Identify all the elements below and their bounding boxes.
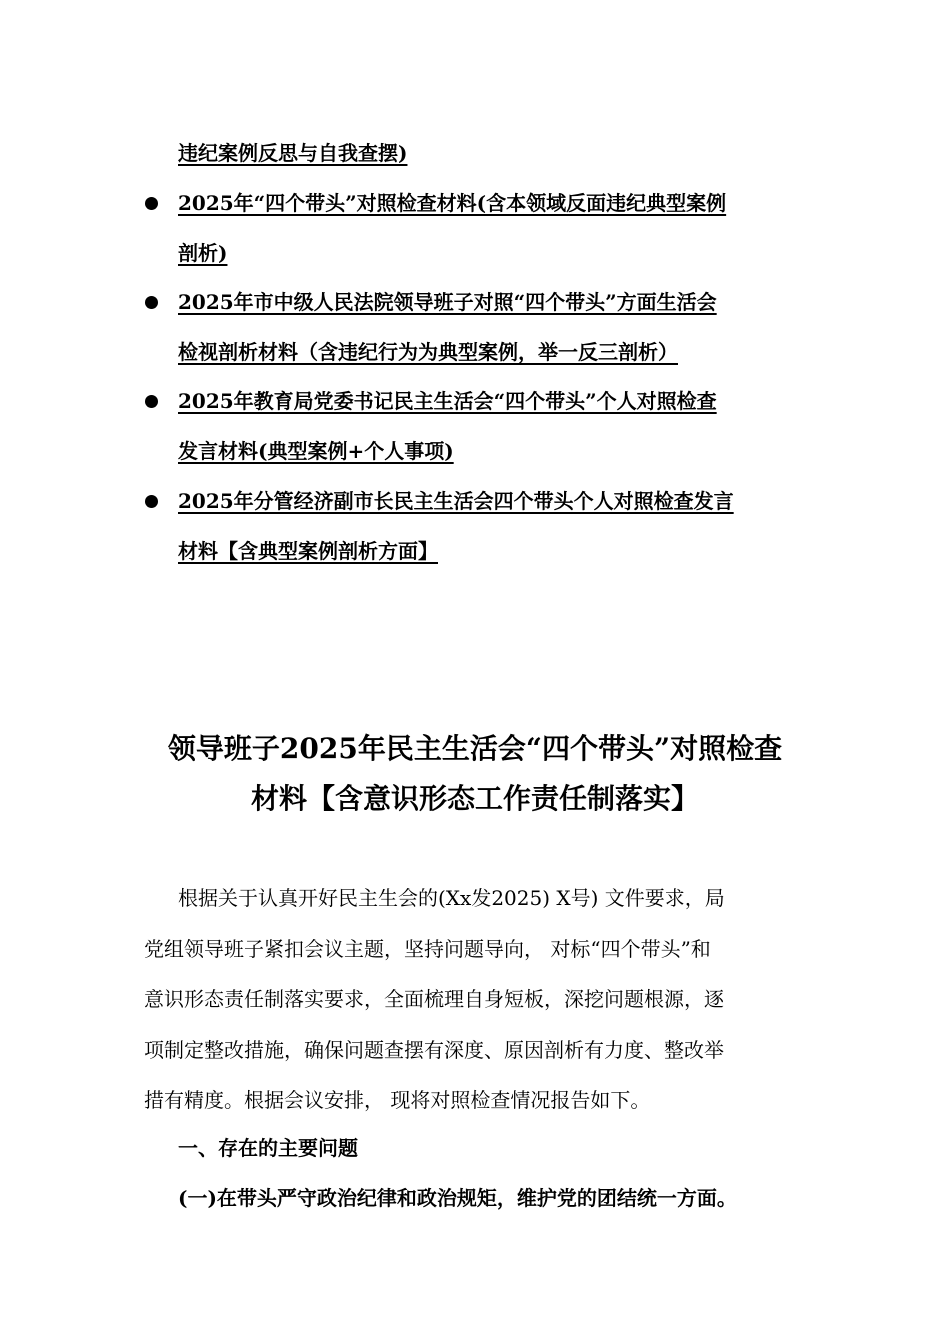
list-item[interactable] <box>178 277 818 377</box>
bullet-icon <box>145 395 158 408</box>
list-item-line[interactable]: 2025年教育局党委书记民主生活会“四个带头”个人对照检查 <box>178 389 717 413</box>
list-item-line[interactable]: 材料【含典型案例剖析方面】 <box>178 539 438 563</box>
list-item[interactable] <box>178 178 818 278</box>
paragraph-line: 根据关于认真开好民主生会的(Xx发2025) X号) 文件要求，局 <box>178 886 725 910</box>
bullet-icon <box>145 296 158 309</box>
title-line: 材料【含意识形态工作责任制落实】 <box>250 782 699 815</box>
list-item[interactable] <box>178 376 818 476</box>
title-line: 领导班子2025年民主生活会“四个带头”对照检查 <box>167 732 783 765</box>
list-item-line[interactable]: 检视剖析材料（含违纪行为为典型案例，举一反三剖析） <box>178 340 678 364</box>
paragraph-line: 项制定整改措施，确保问题查摆有深度、原因剖析有力度、整改举 <box>144 1037 724 1062</box>
bullet-icon <box>145 495 158 508</box>
list-item-line[interactable]: 2025年“四个带头”对照检查材料(含本领域反面违纪典型案例 <box>178 191 727 215</box>
paragraph-line: 党组领导班子紧扣会议主题，坚持问题导向， 对标“四个带头”和 <box>144 936 711 961</box>
list-item-line[interactable]: 剖析) <box>178 241 228 265</box>
intro-paragraph <box>144 873 809 1126</box>
bullet-icon <box>145 197 158 210</box>
paragraph-line: 措有精度。根据会议安排， 现将对照检查情况报告如下。 <box>144 1088 651 1112</box>
document-title <box>0 724 950 824</box>
list-item[interactable] <box>178 476 818 576</box>
list-item-line[interactable]: 2025年分管经济副市长民主生活会四个带头个人对照检查发言 <box>178 489 734 513</box>
subsection-heading: (一)在带头严守政治纪律和政治规矩，维护党的团结统一方面。 <box>178 1186 737 1210</box>
list-item-line[interactable]: 发言材料(典型案例+个人事项) <box>178 439 454 463</box>
section-heading: 一、存在的主要问题 <box>178 1136 358 1160</box>
paragraph-line: 意识形态责任制落实要求，全面梳理自身短板，深挖问题根源，逐 <box>144 987 724 1011</box>
list-item-line[interactable]: 2025年市中级人民法院领导班子对照“四个带头”方面生活会 <box>178 290 717 314</box>
list-continuation-link[interactable]: 违纪案例反思与自我查摆) <box>178 141 408 165</box>
